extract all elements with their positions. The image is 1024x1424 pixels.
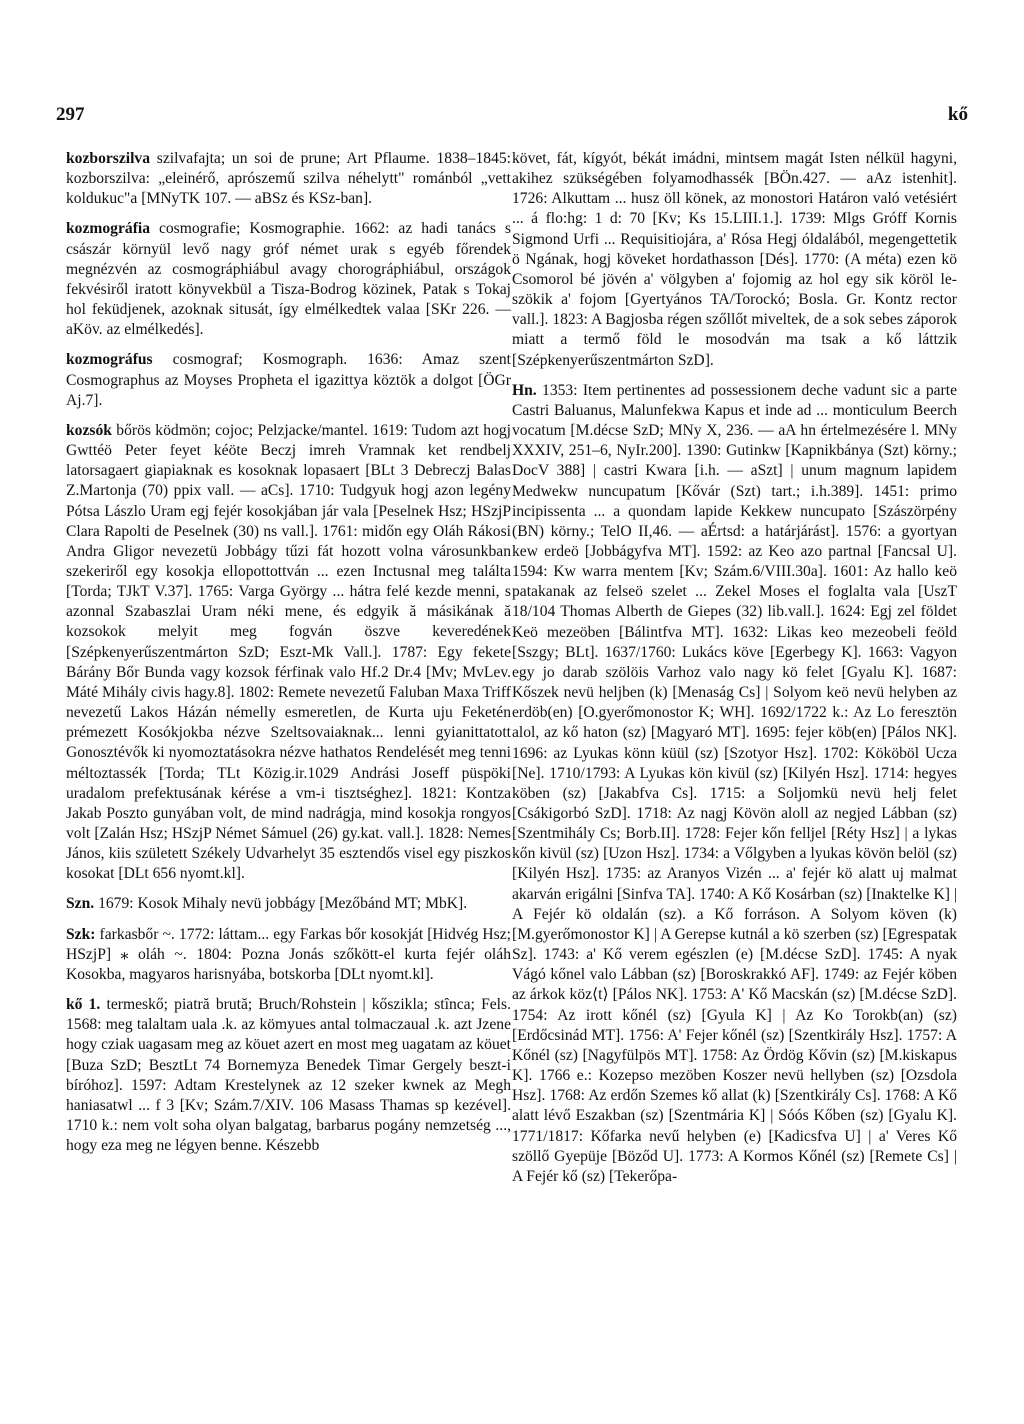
- entry-text: cosmografie; Kosmographie. 1662: az hadi tanács s császár környül levő nagy gróf német urak s egyéb főrendek megnézvén az cosmográphiábul avagy chorográphiábul, országok fekvésiről iratott könyvekbül a Tisza-Bodrog közinek, Patak s Tokaj hol feküdjenek, azoknak situsát, így elmélkedtek valaa [SKr 226. — aKöv. az elmélkedés].: [66, 220, 511, 339]
- entry-hn: [512, 381, 957, 1187]
- entry-ko-1: [66, 995, 511, 1156]
- entry-kozmografus: [66, 350, 511, 410]
- entry-text: cosmograf; Kosmograph. 1636: Amaz szent Cosmographus az Moyses Propheta el igazittya köztök a dolgot [ÖGr Aj.7].: [66, 351, 511, 409]
- entry-szk: [66, 925, 511, 985]
- right-column: [512, 149, 957, 1197]
- headword: kozmográfus: [66, 351, 153, 369]
- entry-kozsok: [66, 421, 511, 885]
- entry-kozmografia: [66, 219, 511, 340]
- entry-text: 1353: Item pertinentes ad possessionem deche vadunt sic a parte Castri Baluanus, Malunfekwa Kapus et inde ad ... monticulum Beerch vocatum [M.décse SzD; MNy X, 236. — aA hn értelmezésére l. MNy XXXIV, 251–6, NyIr.200]. 1390: Gutinkw [Kapnikbánya (Szt) körny.; DocV 388] | castri Kwara [i.h. — aSzt] | unum magnum lapidem Medwekw nuncupatum [Kővár (Szt) tart.; i.h.389]. 1451: primo incipissenta ... a quondam lapide Kekkew nuncupato [Szászörpény (BN) körny.; TelO II,46. — aÉrtsd: a határjárást]. 1576: a gyortyan kew erdeö [Jobbágyfva MT]. 1592: az Keo azo partnal [Fancsal U]. 1594: Kw warra mentem [Kv; Szám.6/VIII.30a]. 1601: Az hallo keö patakanak az felseö szelet ... Zekel Moses el foglalta vala [UszT 18/104 Thomas Alberth de Giepes (32) lib.vall.]. 1624: Egj zel földet Keö mezeöben [Bálintfva MT]. 1632: Likas keo mezeobeli feöld [Sszgy; BLt]. 1637/1760: Lukács köve [Egerbegy K]. 1663: Vagyon egy jo darab szölöis Varhoz valo nagy kö felet [Gyalu K]. 1687: Kőszek nevü heljben (k) [Menaság Cs] | Solyom keö nevü helyben az erdöb(en) [O.gyerőmonostor K; WH]. 1692/1722 k.: Az Lo feresztön alol, az kő haton (sz) [Magyaró MT]. 1695: fejer köb(en) [Pálos NK]. 1696: az Lyukas könn küül (sz) [Szotyor Hsz]. 1702: Kököböl Ucza [Ne]. 1710/1793: A Lyukas kön kivül (sz) [Kilyén Hsz]. 1714: hegyes köben (sz) [Jakabfva Cs]. 1715: a Soljomkü nevü helj felet [Csákigorbó SzD]. 1718: Az nagj Kövön aloll az negjed Lábban (sz) [Szentmihály Cs; Borb.II]. 1728: Fejer kőn felljel [Réty Hsz] | a lykas kőn kivül (sz) [Uzon Hsz]. 1734: a Vőlgyben a lyukas kövön belöl (sz) [Kilyén Hsz]. 1735: az Aranyos Vizén ... a' fejér kö alatt uj malmat akarván erigálni [Sinfva TA]. 1740: A Kő Kosárban (sz) [Inaktelke K] | A Fejér kö oldalán (sz). a Kő forráson. A Solyom köven (k) [M.gyerőmonostor K] | A Gerepse kutnál a kö szerben (sz) [Egrespatak Sz]. 1743: a' Kő verem egészlen (e) [M.décse SzD]. 1745: A nyak Vágó kőnel valo Lábban (sz) [Boroskrakkó AF]. 1749: az Fejér köben az árkok köz⟨t⟩ [Pálos NK]. 1753: A' Kő Macskán (sz) [M.décse SzD]. 1754: Az irott kőnél (sz) [Gyula K] | Az Ko Torokb(an) (sz) [Erdőcsinád MT]. 1756: A' Fejer kőnél (sz) [Szentkirály Hsz]. 1757: A Kőnél (sz) [Nagyfülpös MT]. 1758: Az Ördög Kővin (sz) [M.kiskapus K]. 1766 e.: Kozepso mezöben Koszer nevü hellyben (sz) [Ozsdola Hsz]. 1768: Az erdőn Szemes kő allat (k) [Szentkirály Cs]. 1768: A Kő alatt lévő Eszakban (sz) [Szentmária K] | Sóós Kőben (sz) [Gyalu K]. 1771/1817: Kőfarka nevű helyben (e) [Kadicsfva U] | a' Veres Kő szöllő Gyepüje [Böződ U]. 1773: A Kormos Kőnél (sz) [Remete Cs] | A Fejér kő (sz) [Tekerőpa-: [512, 381, 957, 1185]
- subentry-label: Szn.: [66, 895, 95, 913]
- headword: kozsók: [66, 421, 112, 439]
- left-column: [66, 149, 511, 1166]
- entry-kozborszilva: [66, 149, 511, 209]
- headword: kő 1.: [66, 996, 101, 1014]
- headword: kozborszilva: [66, 150, 151, 167]
- entry-szn: [66, 894, 511, 914]
- page-header: [56, 104, 968, 130]
- entry-text: termeskő; piatră brută; Bruch/Rohstein | kőszikla; stînca; Fels. 1568: meg talaltam uala .k. az kömyues antal tolmaczaual .k. azt Jzene hogy cziak uagasam meg az köuet azert en most meg uagatam az köuet [Buza SzD; BesztLt 74 Bornemyza Benedek Timar Gergely beszt-i bíróhoz]. 1597: Adtam Krestelynek az 12 szeker kwnek az Megh haniasatwl ... f 3 [Kv; Szám.7/XIV. 106 Masass Thamas sp kezével]. 1710 k.: nem volt soha olyan balgatag, barbarus pogány nemzetség ..., hogy eza meg ne légyen benne. Készebb: [66, 996, 511, 1155]
- running-headword: kő: [947, 104, 968, 125]
- entry-text: 1679: Kosok Mihaly nevü jobbágy [Mezőbánd MT; MbK].: [98, 895, 468, 913]
- headword: kozmográfia: [66, 220, 151, 238]
- page-number: 297: [56, 104, 85, 125]
- entry-text: farkasbőr ~. 1772: láttam... egy Farkas bőr kosokját [Hidvég Hsz; HSzjP] ⁎ oláh ~. 1804: Pozna Jonás szőkött-el kurta fejér oláh Kosokba, magyaros harisnyába, botskorba [DLt nyomt.kl].: [66, 925, 511, 983]
- entry-text: követ, fát, kígyót, békát imádni, mintsem magát Isten nélkül hagyni, akihez szükségében folyamodhassék [BÖn.427. — aAz istenhit]. 1726: Alkuttam ... husz öll könek, az monostori Határon való vetésiért ... á flo:hg: 1 d: 70 [Kv; Ks 15.LIII.1.]. 1739: Mlgs Gróff Kornis Sigmond Urfi ... Requisitiojára, a' Rósa Hegj óldalából, megengettetik ö Ngának, hogj köveket hordathasson [Dés]. 1770: (A méta) ezen kö Csomorol bé jövén a' völgyben a' fojomig az hol egy sik köröl le-szökik a' fojom [Gyertyános TA/Torockó; Bosla. Gr. Kontz rector vall.]. 1823: A Bagjosba régen szőllőt miveltek, de a sok sebes záporok miatt a termő föld le mosodván ma tsak a kő láttzik [Szépkenyerűszentmárton SzD].: [512, 150, 957, 369]
- subentry-label: Szk:: [66, 925, 96, 943]
- subentry-label: Hn.: [512, 381, 537, 399]
- entry-ko-continued: [512, 149, 957, 371]
- entry-text: bőrös ködmön; cojoc; Pelzjacke/mantel. 1619: Tudom azt hogj Gwttéö Peter feyet kéöte Beczj imreh Vramnak ket rendbelj latorsagaert giapiaknak es kosoknak lopasaert [BLt 3 Debreczj Balas Z.Martonja (70) ppix vall. — aCs]. 1710: Tudgyuk hogj azon legény Pótsa Lászlo Uram egj fejér kosokjában jár vala [Peselnek Hsz; HSzjP Clara Rapolti de Peselnek (30) ns vall.]. 1761: midőn egy Oláh Rákosi Andra Gligor nevezetü Jobbágy tűzi fát hozott volna városunkban szekeriről egy kosokja ellopottottván ... ezen Inctusnal meg találta [Torda; TJkT V.37]. 1765: Varga György ... hátra felé kezde menni, s azonnal Szabaszlai Uram néki mene, és edgyik ă másikának ă kozsokok melyit meg fogván öszve keveredének [Szépkenyerűszentmárton SzD; Eszt-Mk Vall.]. 1787: Egy fekete Bárány Bőr Bunda vagy kozsok férfinak valo Hf.2 Dr.4 [Mv; MvLev. Máté Mihály civis hagy.8]. 1802: Remete nevezetű Faluban Maxa Triff nevezetű Lakos Házán némelly esmeretlen, de Kurta uju Feketén prémezett Kosókjokba nézve Szeltsovaiaknak... lenni gyianittatott Gonosztévők ki nyomoztatásokra nézve hathatos Rendelését meg tenni méltoztassék [Torda; TLt Közig.ir.1029 Andrási Joseff püspöki uradalom prefektusának kérése a vm-i tisztséghez]. 1821: Kontza Jakab Poszto gunyában volt, de mind nadrágja, mind kosokja rongyos volt [Zalán Hsz; HSzjP Német Sámuel (26) gy.kat. vall.]. 1828: Nemes János, kiis született Székely Udvarhelyt 35 esztendős visel egy piszkos kosokat [DLt 656 nyomt.kl].: [66, 421, 511, 883]
- entry-text: szilvafajta; un soi de prune; Art Pflaume. 1838–1845: kozborszilva: „eleinérő, aprószemű szilva néhelytt" románból „vett koldukuc"a [MNyTK 107. — aBSz és KSz-ban].: [66, 150, 511, 208]
